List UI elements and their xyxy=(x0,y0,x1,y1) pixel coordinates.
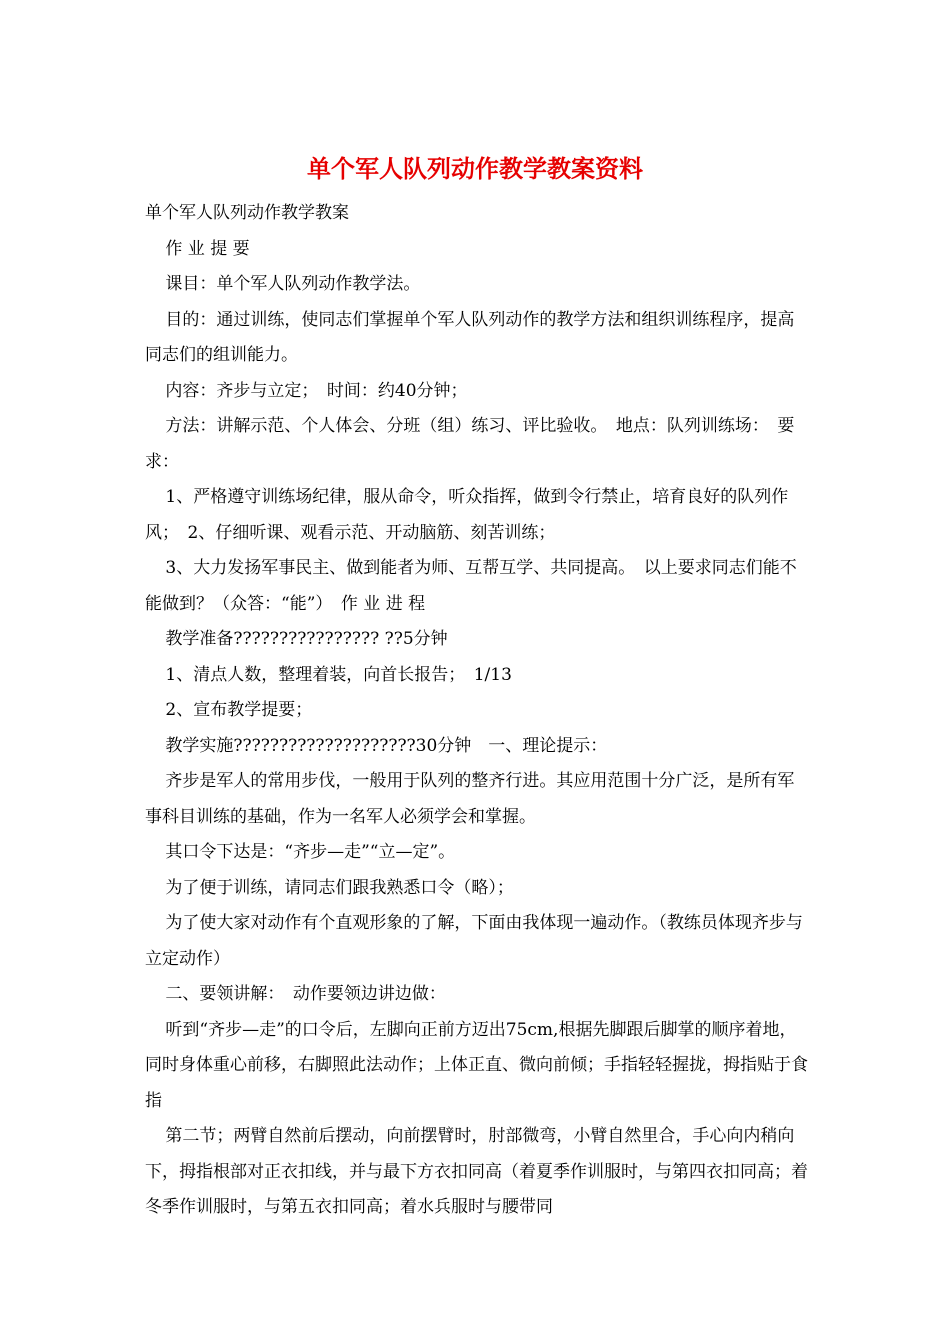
paragraph: 1、清点人数，整理着装，向首长报告； 1/13 xyxy=(165,664,512,685)
paragraph: 单个军人队列动作教学教案 xyxy=(145,203,349,223)
paragraph: 教学准备???????????????? ??5分钟 xyxy=(165,629,448,649)
paragraph: 第二节；两臂自然前后摆动，向前摆臂时，肘部微弯，小臂自然里合，手心向内稍向下，拇指根部对正衣扣线，并与最下方衣扣同高（着夏季作训服时，与第四衣扣同高；着冬季作训服时，与第五衣扣同高；着水兵服时与腰带同 xyxy=(145,1126,808,1217)
paragraph: 目的：通过训练，使同志们掌握单个军人队列动作的教学方法和组织训练程序，提高同志们的组训能力。 xyxy=(145,309,795,365)
paragraph: 2、宣布教学提要； xyxy=(165,700,313,720)
paragraph: 内容：齐步与立定； 时间：约40分钟； xyxy=(165,380,468,401)
paragraph: 为了便于训练，请同志们跟我熟悉口令（略）； xyxy=(165,877,514,898)
paragraph: 其口令下达是：“齐步—走”“立—定”。 xyxy=(165,842,456,862)
paragraph: 教学实施????????????????????30分钟 一、理论提示： xyxy=(165,735,608,756)
paragraph: 齐步是军人的常用步伐，一般用于队列的整齐行进。其应用范围十分广泛，是所有军事科目训练的基础，作为一名军人必须学会和掌握。 xyxy=(145,771,795,827)
document-body xyxy=(145,196,810,1226)
paragraph: 1、严格遵守训练场纪律，服从命令，听众指挥，做到令行禁止，培育良好的队列作风； 2、仔细听课、观看示范、开动脑筋、刻苦训练； xyxy=(145,487,789,543)
document-title: 单个军人队列动作教学教案资料 xyxy=(307,154,643,183)
paragraph: 作 业 提 要 xyxy=(165,238,250,259)
paragraph: 3、大力发扬军事民主、做到能者为师、互帮互学、共同提高。 以上要求同志们能不能做到？（众答：“能”） 作 业 进 程 xyxy=(145,558,797,614)
paragraph: 二、要领讲解： 动作要领边讲边做： xyxy=(165,984,446,1004)
paragraph: 为了使大家对动作有个直观形象的了解，下面由我体现一遍动作。（教练员体现齐步与立定动作） xyxy=(145,913,803,969)
paragraph: 课目：单个军人队列动作教学法。 xyxy=(165,274,421,294)
paragraph: 方法：讲解示范、个人体会、分班（组）练习、评比验收。 地点：队列训练场： 要求： xyxy=(145,416,795,472)
paragraph: 听到“齐步—走”的口令后，左脚向正前方迈出75cm,根据先脚跟后脚掌的顺序着地，同时身体重心前移，右脚照此法动作；上体正直、微向前倾；手指轻轻握拢，拇指贴于食指 xyxy=(145,1019,808,1111)
